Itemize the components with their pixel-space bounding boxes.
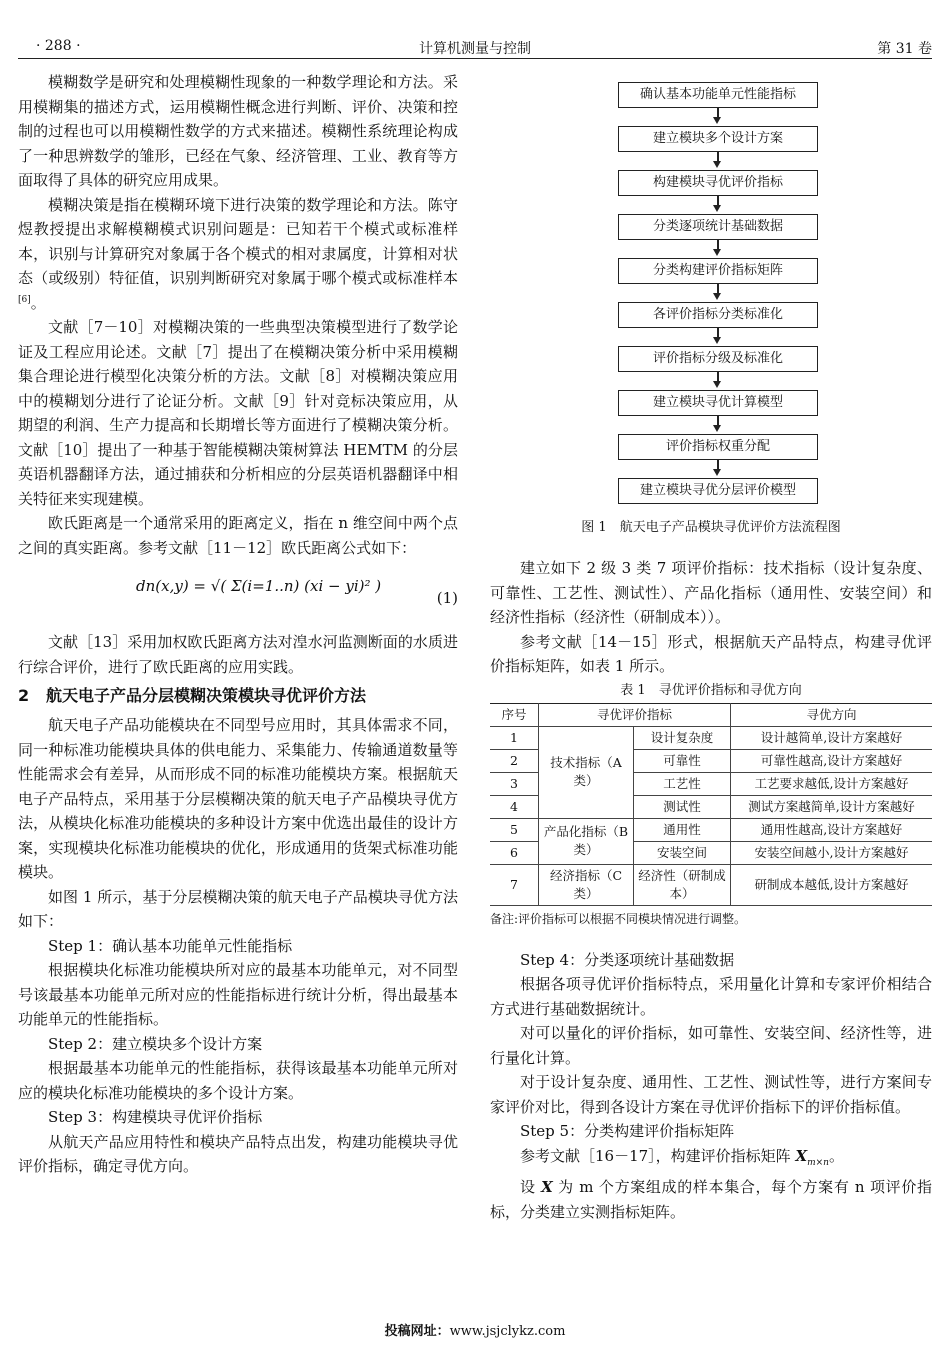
flow-arrow	[717, 152, 719, 162]
table-cell-no: 2	[490, 749, 539, 772]
flow-step-6: 各评价指标分类标准化	[618, 302, 818, 328]
paragraph-indicators: 建立如下 2 级 3 类 7 项评价指标：技术指标（设计复杂度、可靠性、工艺性、测试性）、产品化指标（通用性、安装空间）和经济性指标（经济性（研制成本））。	[490, 559, 932, 626]
volume-number: 第 31 卷	[877, 41, 932, 57]
table-cell-no: 5	[490, 818, 539, 841]
paragraph-weighted-euclidean: 文献［13］采用加权欧氏距离方法对湟水河监测断面的水质进行综合评价，进行了欧氏距离的应用实践。	[18, 633, 458, 676]
matrix-symbol: X	[795, 1146, 808, 1165]
table-cell-no: 7	[490, 864, 539, 905]
flow-step-9: 评价指标权重分配	[618, 434, 818, 460]
paragraph-fuzzy-decision	[18, 193, 458, 316]
paragraph-text: 参考文献［16－17］，构建评价指标矩阵	[520, 1146, 796, 1165]
table-cell-direction: 研制成本越低,设计方案越好	[731, 864, 933, 905]
step-4-body: 根据各项寻优评价指标特点，采用量化计算和专家评价相结合方式进行基础数据统计。	[490, 975, 932, 1018]
table-cell-direction: 安装空间越小,设计方案越好	[731, 841, 933, 864]
table-row	[490, 726, 932, 749]
table-cell-item: 通用性	[634, 818, 731, 841]
table-group-c: 经济指标（C 类）	[539, 864, 634, 905]
figure-1-caption: 图 1 航天电子产品模块寻优评价方法流程图	[581, 520, 841, 535]
section-title: 航天电子产品分层模糊决策模块寻优评价方法	[46, 686, 367, 705]
step-4-title: Step 4：分类逐项统计基础数据	[520, 950, 735, 969]
matrix-subscript: m×n	[807, 1157, 829, 1168]
table-cell-no: 1	[490, 726, 539, 749]
paragraph-text: 模糊决策是指在模糊环境下进行决策的数学理论和方法。陈守煜教授提出求解模糊模式识别问题是：已知若干个模式或标准样本，识别与计算研究对象属于各个模式的相对隶属度，计算相对状态（或级别）特征值，识别判断研究对象属于哪个模式或标准样本	[18, 195, 458, 287]
table-cell-item: 工艺性	[634, 772, 731, 795]
paragraph-expert: 对于设计复杂度、通用性、工艺性、测试性等，进行方案间专家评价对比，得到各设计方案在寻优评价指标下的评价指标值。	[490, 1073, 932, 1116]
table-1	[490, 703, 932, 906]
flow-arrow	[717, 328, 719, 338]
paragraph-figure-ref: 如图 1 所示，基于分层模糊决策的航天电子产品模块寻优方法如下：	[18, 887, 458, 930]
table-cell-item: 经济性（研制成本）	[634, 864, 731, 905]
page-footer	[0, 1320, 950, 1339]
table-group-a: 技术指标（A 类）	[539, 726, 634, 818]
flow-step-5: 分类构建评价指标矩阵	[618, 258, 818, 284]
footer-url: www.jsjclykz.com	[449, 1324, 566, 1339]
right-column	[490, 70, 932, 1224]
paragraph-text: 为 m 个方案组成的样本集合，每个方案有 n 项评价指标，分类建立实测指标矩阵。	[490, 1178, 932, 1221]
flow-step-10: 建立模块寻优分层评价模型	[618, 478, 818, 504]
table-cell-item: 设计复杂度	[634, 726, 731, 749]
flow-arrow	[717, 372, 719, 382]
journal-name: 计算机测量与控制	[419, 41, 531, 57]
table-cell-direction: 可靠性越高,设计方案越好	[731, 749, 933, 772]
matrix-symbol: X	[541, 1178, 553, 1196]
step-3-body: 从航天产品应用特性和模块产品特点出发，构建功能模块寻优评价指标，确定寻优方向。	[18, 1132, 458, 1175]
table-1-caption: 表 1 寻优评价指标和寻优方向	[620, 682, 802, 698]
flowchart	[490, 70, 932, 508]
table-cell-no: 4	[490, 795, 539, 818]
table-cell-direction: 工艺要求越低,设计方案越好	[731, 772, 933, 795]
table-header-indicator: 寻优评价指标	[539, 703, 731, 726]
table-group-b: 产品化指标（B 类）	[539, 818, 634, 864]
citation-6: [6]	[18, 294, 31, 305]
equation-number: (1)	[436, 589, 458, 607]
flow-arrow	[717, 416, 719, 426]
flow-arrow	[717, 196, 719, 206]
paragraph-matrix-ref: 参考文献［14－15］形式，根据航天产品特点，构建寻优评价指标矩阵，如表 1 所示。	[490, 632, 932, 675]
paragraph-euclidean: 欧氏距离是一个通常采用的距离定义，指在 n 维空间中两个点之间的真实距离。参考文献［11－12］欧氏距离公式如下：	[18, 514, 458, 557]
flow-arrow	[717, 284, 719, 294]
flow-arrow	[717, 108, 719, 118]
paragraph-text: 设	[520, 1178, 542, 1196]
section-number: 2	[18, 686, 30, 705]
table-note: 备注:评价指标可以根据不同模块情况进行调整。	[490, 911, 747, 926]
paragraph-literature: 文献［7－10］对模糊决策的一些典型决策模型进行了数学论证及工程应用论述。文献［7］提出了在模糊决策分析中采用模糊集合理论进行模型化决策分析的方法。文献［8］对模糊决策应用中的模糊划分进行了论证分析。文献［9］针对竞标决策应用，从期望的利润、生产力提高和长期增长等方面进行了模糊决策分析。文献［10］提出了一种基于智能模糊决策树算法 HEMTM 的分层英语机器翻译方法，通过捕获和分析相应的分层英语机器翻译中相关特征来实现建模。	[18, 318, 458, 508]
step-5-title: Step 5：分类构建评价指标矩阵	[520, 1122, 735, 1140]
table-row	[490, 864, 932, 905]
paragraph-fuzzy-math: 模糊数学是研究和处理模糊性现象的一种数学理论和方法。采用模糊集的描述方式，运用模糊性概念进行判断、评价、决策和控制的过程也可以用模糊性数学的方式来描述。模糊性系统理论构成了一种思辨数学的雏形，已经在气象、经济管理、工业、教育等方面取得了具体的研究应用成果。	[18, 73, 458, 189]
flow-step-2: 建立模块多个设计方案	[618, 126, 818, 152]
equation-1	[18, 566, 458, 626]
step-3-title: Step 3：构建模块寻优评价指标	[48, 1108, 263, 1126]
step-1-body: 根据模块化标准功能模块所对应的最基本功能单元，对不同型号该最基本功能单元所对应的性能指标进行统计分析，得出最基本功能单元的性能指标。	[18, 961, 458, 1028]
flow-arrow	[717, 240, 719, 250]
table-header-direction: 寻优方向	[731, 703, 933, 726]
step-2-title: Step 2：建立模块多个设计方案	[48, 1034, 263, 1053]
section-heading-2	[18, 683, 458, 709]
table-cell-direction: 通用性越高,设计方案越好	[731, 818, 933, 841]
table-cell-direction: 设计越简单,设计方案越好	[731, 726, 933, 749]
paragraph-end: 。	[828, 1146, 844, 1165]
page-header	[18, 30, 932, 59]
table-cell-no: 6	[490, 841, 539, 864]
paragraph-quantify: 对可以量化的评价指标，如可靠性、安装空间、经济性等，进行量化计算。	[490, 1024, 932, 1067]
table-cell-direction: 测试方案越简单,设计方案越好	[731, 795, 933, 818]
flow-step-3: 构建模块寻优评价指标	[618, 170, 818, 196]
table-header-row	[490, 703, 932, 726]
paragraph-matrix	[490, 1144, 932, 1176]
step-1-title: Step 1：确认基本功能单元性能指标	[48, 936, 293, 955]
flow-step-1: 确认基本功能单元性能指标	[618, 82, 818, 108]
table-header-no: 序号	[490, 703, 539, 726]
table-cell-item: 测试性	[634, 795, 731, 818]
table-cell-item: 安装空间	[634, 841, 731, 864]
table-cell-item: 可靠性	[634, 749, 731, 772]
left-column	[18, 70, 458, 1179]
paragraph-method-intro: 航天电子产品功能模块在不同型号应用时，其具体需求不同，同一种标准功能模块具体的供电能力、采集能力、传输通道数量等性能需求会有差异，从而形成不同的标准功能模块方案。根据航天电子产品特点，采用基于分层模糊决策的航天电子产品模块寻优方法，从模块化标准功能模块的多种设计方案中优选出最佳的设计方案，实现模块化标准功能模块的优化，形成通用的货架式标准功能模块。	[18, 716, 458, 881]
paragraph-sample-set	[490, 1175, 932, 1224]
table-row	[490, 818, 932, 841]
table-cell-no: 3	[490, 772, 539, 795]
paragraph-end: 。	[30, 293, 46, 312]
footer-label: 投稿网址：	[384, 1324, 450, 1339]
flow-step-8: 建立模块寻优计算模型	[618, 390, 818, 416]
flow-step-4: 分类逐项统计基础数据	[618, 214, 818, 240]
flow-arrow	[717, 460, 719, 470]
step-2-body: 根据最基本功能单元的性能指标，获得该最基本功能单元所对应的模块化标准功能模块的多个设计方案。	[18, 1059, 458, 1102]
equation-body: dn(x,y) = √( Σ(i=1..n) (xi − yi)² )	[136, 577, 382, 595]
page-number: · 288 ·	[36, 38, 81, 54]
flow-step-7: 评价指标分级及标准化	[618, 346, 818, 372]
